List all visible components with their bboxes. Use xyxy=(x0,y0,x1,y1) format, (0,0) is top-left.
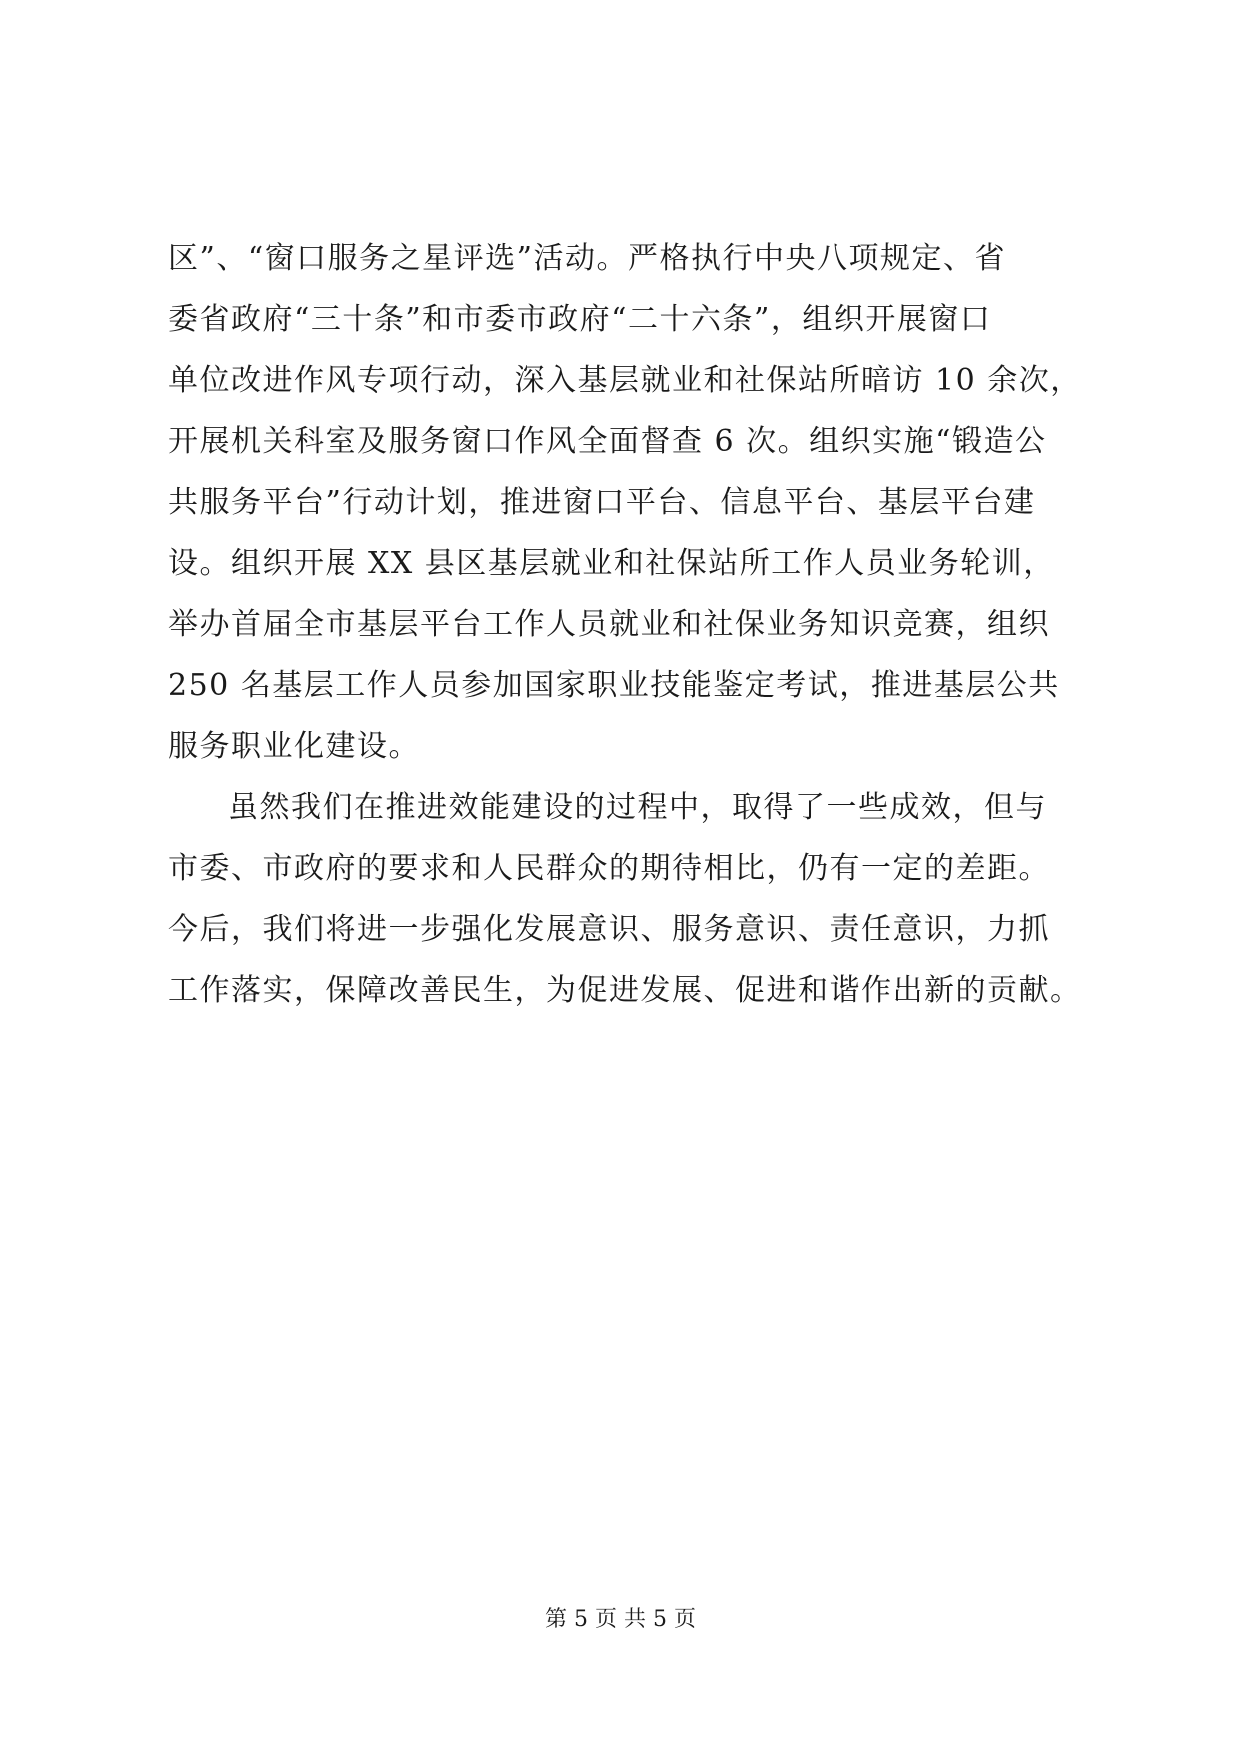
document-body xyxy=(168,228,1088,1021)
paragraph-1-line-3: 单位改进作风专项行动，深入基层就业和社保站所暗访 10 余次， xyxy=(168,363,1082,398)
paragraph-2-line-3: 今后，我们将进一步强化发展意识、服务意识、责任意识，力抓 xyxy=(168,912,1050,947)
paragraph-2-line-1: 虽然我们在推进效能建设的过程中，取得了一些成效，但与 xyxy=(228,790,1047,825)
paragraph-1-line-1: 区”、“窗口服务之星评选”活动。严格执行中央八项规定、省 xyxy=(168,241,1007,276)
paragraph-1-line-6: 设。组织开展 XX 县区基层就业和社保站所工作人员业务轮训， xyxy=(168,546,1055,581)
paragraph-1-line-2: 委省政府“三十条”和市委市政府“二十六条”，组织开展窗口 xyxy=(168,302,992,337)
paragraph-1-line-4: 开展机关科室及服务窗口作风全面督查 6 次。组织实施“锻造公 xyxy=(168,424,1047,459)
page-number-footer: 第 5 页 共 5 页 xyxy=(545,1607,696,1632)
paragraph-1-line-5: 共服务平台”行动计划，推进窗口平台、信息平台、基层平台建 xyxy=(168,485,1036,520)
paragraph-1-line-9: 服务职业化建设。 xyxy=(168,729,420,764)
paragraph-1-line-7: 举办首届全市基层平台工作人员就业和社保业务知识竞赛，组织 xyxy=(168,607,1050,642)
paragraph-1-line-8: 250 名基层工作人员参加国家职业技能鉴定考试，推进基层公共 xyxy=(168,668,1060,703)
paragraph-2-line-2: 市委、市政府的要求和人民群众的期待相比，仍有一定的差距。 xyxy=(168,851,1050,886)
paragraph-2-line-4: 工作落实，保障改善民生，为促进发展、促进和谐作出新的贡献。 xyxy=(168,973,1082,1008)
